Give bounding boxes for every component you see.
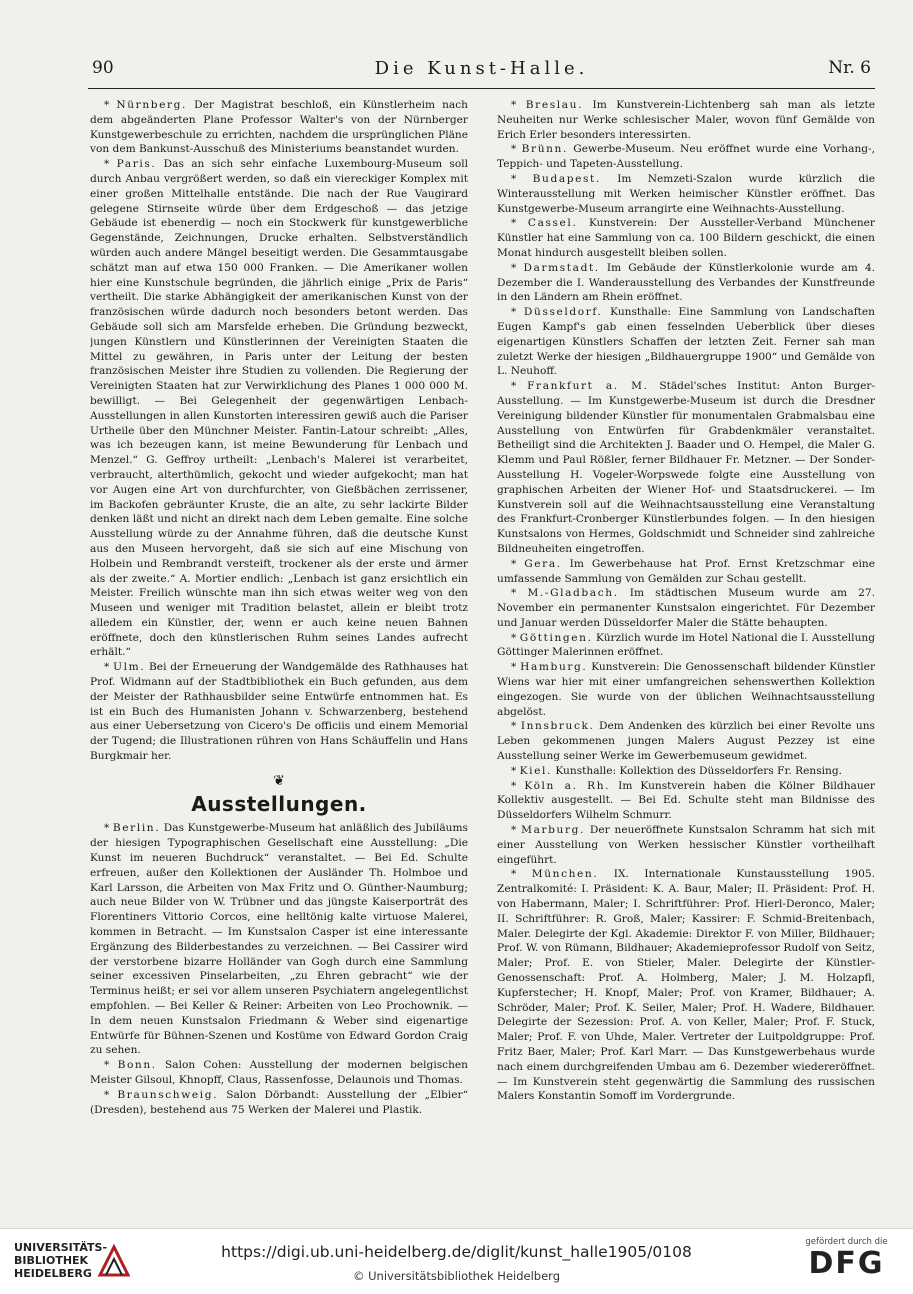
news-paragraph: * Cassel. Kunstverein: Der Aussteller-Verband Münchener Künstler hat eine Sammlung von ca. 100 Bildern geschickt, die einen Monat hindurch ausgestellt bleiben sollen. bbox=[497, 217, 875, 259]
news-paragraph: * Hamburg. Kunstverein: Die Genossenschaft bildender Künstler Wiens war hier mit einer umfangreichen sehenswerthen Kollektion eingezogen. Sie wurde von der üblichen Weihnachtsausstellung abgelöst. bbox=[497, 661, 875, 718]
news-paragraph: * Kiel. Kunsthalle: Kollektion des Düsseldorfers Fr. Rensing. bbox=[511, 764, 843, 777]
news-paragraph: * Düsseldorf. Kunsthalle: Eine Sammlung von Landschaften Eugen Kampf's gab einen fesselnden Ueberblick über dieses eigenartigen Künstlers Schaffen der letzten Zeit. Ferner sah man zuletzt Werke der hiesigen „Bildhauergruppe 1900“ und Gemälde von L. Neuhoff. bbox=[497, 306, 875, 378]
news-section bbox=[90, 98, 468, 764]
paragraph-text: Das Kunstgewerbe-Museum hat anläßlich des Jubiläums der hiesigen Typographischen Gesellschaft eine Ausstellung: „Die Kunst im neueren Buchdruck“ veranstaltet. — Bei Ed. Schulte erfreuen, außer den Kollektionen der Ausländer Th. Holmboe und Karl Larsson, die Arbeiten von Max Fritz und O. Günther-Naumburg; auch neue Bilder von W. Trübner und das jüngste Kaiserporträt des Florentiners Vittorio Corcos, eine helltönig kalte virtuose Malerei, kommen in Betracht. — Im Kunstsalon Casper ist eine interessante Ergänzung des Bilderbestandes zu verzeichnen. — Bei Cassirer wird der verstorbene bizarre Holländer van Gogh durch eine Sammlung seiner excessiven Pinselarbeiten, „zu Ehren gebracht“ wie der Terminus heißt; er sei vor allem unseren Psychiatern angelegentlichst empfohlen. — Bei Keller & Reiner: Arbeiten von Leo Prochownik. — In dem neuen Kunstsalon Friedmann & Weber sind eigenartige Entwürfe für Bühnen-Szenen und Kostüme von Edward Gordon Craig zu sehen. bbox=[90, 822, 468, 1057]
paragraph-text: Bei der Erneuerung der Wandgemälde des Rathhauses hat Prof. Widmann auf der Stadtbibliothek ein Buch gefunden, aus dem der Meister der Rathhausbilder seine Entwürfe entnommen hat. Es ist ein Buch des Humanisten Johann v. Schwarzenberg, bestehend aus einer Uebersetzung von Cicero's De officiis und einem Memorial der Tugend; die Illustrationen rühren von Hans Schäuffelin und Hans Burgkmair her. bbox=[90, 661, 468, 763]
news-paragraph: * Brünn. Gewerbe-Museum. Neu eröffnet wurde eine Vorhang-, Teppich- und Tapeten-Ausstellung. bbox=[497, 143, 875, 171]
section-heading: Ausstellungen. bbox=[191, 791, 367, 816]
paragraph-text: Gewerbe-Museum. Neu eröffnet wurde eine Vorhang-, Teppich- und Tapeten-Ausstellung. bbox=[497, 143, 875, 171]
paragraph-text: Städel'sches Institut: Anton Burger-Ausstellung. — Im Kunstgewerbe-Museum ist durch die Dresdner Vereinigung bildender Künstler für monumentalen Grabmalsbau eine Ausstellung von Entwürfen für Grabdenkmäler veranstaltet. Betheiligt sind die Architekten J. Baader und O. Hempel, die Maler G. Klemm und Paul Rößler, ferner Bildhauer Fr. Metzner. — Der Sonder-Ausstellung H. Vogeler-Worpswede folgte eine Ausstellung von graphischen Arbeiten der Wiener Hof- und Staatsdruckerei. — Im Kunstverein soll auf die Weihnachtsausstellung eine Veranstaltung des Frankfurt-Cronberger Künstlerbundes folgen. — In den hiesigen Kunstsalons von Hermes, Goldschmidt und Schneider sind zahlreiche Bildneuheiten eingetroffen. bbox=[497, 380, 875, 555]
paragraph-text: Kunsthalle: Eine Sammlung von Landschaften Eugen Kampf's gab einen fesselnden Ueberblick über dieses eigenartigen Künstlers Schaffen der letzten Zeit. Ferner sah man zuletzt Werke der hiesigen „Bildhauergruppe 1900“ und Gemälde von L. Neuhoff. bbox=[497, 306, 875, 378]
paragraph-text: Das an sich sehr einfache Luxembourg-Museum soll durch Anbau vergrößert werden, so daß ein viereckiger Komplex mit einer großen Mittelhalle entstände. Die nach der Rue Vaugirard gelegene Stirnseite würde über dem Erdgeschoß — das jetzige Gebäude ist ebenerdig — noch ein Stockwerk für kunstgewerbliche Gegenstände, Zeichnungen, Drucke erhalten. Selbstverständlich würden auch andere Mängel beseitigt werden. Die Gesammtausgabe schätzt man auf etwa 150 000 Franken. — Die Amerikaner wollen hier eine Kunstschule begründen, die jährlich einige „Prix de Paris“ vertheilt. Die starke Abhängigkeit der amerikanischen Kunst von der französischen würde dadurch noch besonders betont werden. Das Gebäude soll sich am Marsfelde erheben. Die Gründung bezweckt, jungen Künstlern und Künstlerinnen der Vereinigten Staaten die Mittel zu gewähren, in Paris unter der Leitung der besten französischen Meister ihre Studien zu vollenden. Die Regierung der Vereinigten Staaten hat zur Verwirklichung des Planes 1 000 000 M. bewilligt. — Bei Gelegenheit der gegenwärtigen Lenbach-Ausstellungen in allen Kunstorten interessiren gewiß auch die Pariser Urtheile über den Münchner Meister. Fantin-Latour schreibt: „Alles, was ich bezeugen kann, ist meine Bewunderung für Lenbach und Menzel.“ G. Geffroy urtheilt: „Lenbach's Malerei ist verarbeitet, verbraucht, alterthümlich, gekocht und wieder aufgekocht; man hat vor Augen eine Art von durchfurchter, von Gießbächen zerrissener, im Backofen gebräunter Kruste, die an alte, zu sehr lackirte Bilder denken läßt und nicht an direkt nach dem Leben gemalte. Eine solche Ausstellung würde zu der Annahme führen, daß die deutsche Kunst aus den Museen hervorgeht, daß sie sich auf eine Mischung von Holbein und Rembrandt versteift, trockener als der erste und ärmer als der zweite.“ A. Mortier endlich: „Lenbach ist ganz ersichtlich ein Meister. Freilich wünschte man ihn sich etwas weiter weg von den Museen und weniger mit Tradition belastet, allein er bleibt trotz alledem ein Künstler, der, wenn er auch keine neuen Bahnen eröffnete, doch den künstlerischen Ruhm seines Landes aufrecht erhält.“ bbox=[90, 158, 468, 659]
paragraph-text: Im städtischen Museum wurde am 27. November ein permanenter Kunstsalon eingerichtet. Für Dezember und Januar werden Düsseldorfer Maler die Stätte behaupten. bbox=[497, 587, 875, 629]
news-paragraph: * Köln a. Rh. Im Kunstverein haben die Kölner Bildhauer Kollektiv ausgestellt. — Bei Ed. Schulte steht man Bildnisse des Düsseldorfers Wilhelm Schmurr. bbox=[497, 779, 875, 822]
place-name: Cassel. bbox=[527, 217, 578, 230]
news-paragraph: * Berlin. Das Kunstgewerbe-Museum hat anläßlich des Jubiläums der hiesigen Typographischen Gesellschaft eine Ausstellung: „Die Kunst im neueren Buchdruck“ veranstaltet. — Bei Ed. Schulte erfreuen, außer den Kollektionen der Ausländer Th. Holmboe und Karl Larsson, die Arbeiten von Max Fritz und O. Günther-Naumburg; auch neue Bilder von W. Trübner und das jüngste Kaiserporträt des Florentiners Vittorio Corcos, eine helltönig kalte virtuose Malerei, kommen in Betracht. — Im Kunstsalon Casper ist eine interessante Ergänzung des Bilderbestandes zu verzeichnen. — Bei Cassirer wird der verstorbene bizarre Holländer van Gogh durch eine Sammlung seiner excessiven Pinselarbeiten, „zu Ehren gebracht“ wie der Terminus heißt; er sei vor allem unseren Psychiatern angelegentlichst empfohlen. — Bei Keller & Reiner: Arbeiten von Leo Prochownik. — In dem neuen Kunstsalon Friedmann & Weber sind eigenartige Entwürfe für Bühnen-Szenen und Kostüme von Edward Gordon Craig zu sehen. bbox=[90, 822, 468, 1057]
news-paragraph: * Paris. Das an sich sehr einfache Luxembourg-Museum soll durch Anbau vergrößert werden, so daß ein viereckiger Komplex mit einer großen Mittelhalle entstände. Die nach der Rue Vaugirard gelegene Stirnseite würde über dem Erdgeschoß — das jetzige Gebäude ist ebenerdig — noch ein Stockwerk für kunstgewerbliche Gegenstände, Zeichnungen, Drucke erhalten. Selbstverständlich würden auch andere Mängel beseitigt werden. Die Gesammtausgabe schätzt man auf etwa 150 000 Franken. — Die Amerikaner wollen hier eine Kunstschule begründen, die jährlich einige „Prix de Paris“ vertheilt. Die starke Abhängigkeit der amerikanischen Kunst von der französischen würde dadurch noch besonders betont werden. Das Gebäude soll sich am Marsfelde erheben. Die Gründung bezweckt, jungen Künstlern und Künstlerinnen der Vereinigten Staaten die Mittel zu gewähren, in Paris unter der Leitung der besten französischen Meister ihre Studien zu vollenden. Die Regierung der Vereinigten Staaten hat zur Verwirklichung des Planes 1 000 000 M. bewilligt. — Bei Gelegenheit der gegenwärtigen Lenbach-Ausstellungen in allen Kunstorten interessiren gewiß auch die Pariser Urtheile über den Münchner Meister. Fantin-Latour schreibt: „Alles, was ich bezeugen kann, ist meine Bewunderung für Lenbach und Menzel.“ G. Geffroy urtheilt: „Lenbach's Malerei ist verarbeitet, verbraucht, alterthümlich, gekocht und wieder aufgekocht; man hat vor Augen eine Art von durchfurchter, von Gießbächen zerrissener, im Backofen gebräunter Kruste, die an alte, zu sehr lackirte Bilder denken läßt und nicht an direkt nach dem Leben gemalte. Eine solche Ausstellung würde zu der Annahme führen, daß die deutsche Kunst aus den Museen hervorgeht, daß sie sich auf eine Mischung von Holbein und Rembrandt versteift, trockener als der erste und ärmer als der zweite.“ A. Mortier endlich: „Lenbach ist ganz ersichtlich ein Meister. Freilich wünschte man ihn sich etwas weiter weg von den Museen und weniger mit Tradition belastet, allein er bleibt trotz alledem ein Künstler, der, wenn er auch keine neuen Bahnen eröffnete, doch den künstlerischen Ruhm seines Landes aufrecht erhält.“ bbox=[90, 158, 468, 659]
news-paragraph: * Budapest. Im Nemzeti-Szalon wurde kürzlich die Winterausstellung mit Werken heimischer Künstler eröffnet. Das Kunstgewerbe-Museum arrangirte eine Weihnachts-Ausstellung. bbox=[497, 172, 875, 215]
paragraph-text: Kunstverein: Der Aussteller-Verband Münchener Künstler hat eine Sammlung von ca. 100 Bildern geschickt, die einen Monat hindurch ausgestellt bleiben sollen. bbox=[497, 217, 875, 259]
news-paragraph: * Braunschweig. Salon Dörbandt: Ausstellung der „Elbier“ (Dresden), bestehend aus 75 Werken der Malerei und Plastik. bbox=[90, 1088, 468, 1116]
place-name: Darmstadt. bbox=[523, 261, 600, 274]
place-name: Marburg. bbox=[521, 824, 585, 837]
news-paragraph: * Nürnberg. Der Magistrat beschloß, ein Künstlerheim nach dem abgeänderten Plane Professor Walter's von der Nürnberger Kunstgewerbeschule zu errichten, nachdem die ursprünglichen Pläne von dem Bankunst-Ausschuß des Ministeriums beanstandet wurden. bbox=[90, 99, 468, 156]
paragraph-text: Kunsthalle: Kollektion des Düsseldorfers Fr. Rensing. bbox=[552, 764, 843, 777]
dfg-logo[interactable] bbox=[794, 1237, 899, 1289]
place-name: Braunschweig. bbox=[117, 1088, 219, 1101]
place-name: Bonn. bbox=[117, 1059, 157, 1072]
place-name: Nürnberg. bbox=[116, 99, 188, 111]
issue-number: Nr. 6 bbox=[828, 58, 871, 78]
paragraph-text: Der neueröffnete Kunstsalon Schramm hat sich mit einer Ausstellung von Werken hessischer Künstler vortheilhaft eingeführt. bbox=[497, 824, 875, 866]
news-paragraph: * Gera. Im Gewerbehause hat Prof. Ernst Kretzschmar eine umfassende Sammlung von Gemälden zur Schau gestellt. bbox=[497, 557, 875, 585]
place-name: Göttingen. bbox=[519, 631, 593, 644]
news-paragraph: * München. IX. Internationale Kunstausstellung 1905. Zentralkomité: I. Präsident: K. A. Baur, Maler; II. Präsident: Prof. H. von Habermann, Maler; I. Schriftführer: Prof. Hierl-Deronco, Maler; II. Schriftführer: R. Groß, Maler; Kassirer: F. Schmid-Breitenbach, Maler. Delegirte der Kgl. Akademie: Direktor F. von Miller, Bildhauer; Prof. W. von Rümann, Bildhauer; Akademieprofessor Rudolf von Seitz, Maler; Prof. E. von Stieler, Maler. Delegirte der Künstler-Genossenschaft: Prof. A. Holmberg, Maler; J. M. Holzapfl, Kupferstecher; H. Knopf, Maler; Prof. von Kramer, Bildhauer; A. Schröder, Maler; Prof. K. Seiler, Maler; Prof. H. Wadere, Bildhauer. Delegirte der Sezession: Prof. A. von Keller, Maler; Prof. F. Stuck, Maler; Prof. F. von Uhde, Maler. Vertreter der Luitpoldgruppe: Prof. Fritz Baer, Maler; Prof. Karl Marr. — Das Kunstgewerbehaus wurde nach einem durchgreifenden Umbau am 6. Dezember wiedereröffnet. — Im Kunstverein steht gegenwärtig die Sammlung des russischen Malers Konstantin Somoff im Vordergrunde. bbox=[497, 868, 875, 1103]
place-name: Düsseldorf. bbox=[523, 306, 603, 319]
place-name: Köln a. Rh. bbox=[524, 779, 611, 792]
paragraph-text: Salon Cohen: Ausstellung der modernen belgischen Meister Gilsoul, Khnopff, Claus, Rassenfosse, Delaunois und Thomas. bbox=[90, 1059, 468, 1086]
place-name: Paris. bbox=[116, 158, 157, 171]
paragraph-text: Kunstverein: Die Genossenschaft bildender Künstler Wiens war hier mit einer umfangreichen sehenswerthen Kollektion eingezogen. Sie wurde von der üblichen Weihnachtsausstellung abgelöst. bbox=[497, 661, 875, 718]
place-name: Breslau. bbox=[525, 99, 584, 111]
place-name: Gera. bbox=[524, 557, 562, 570]
news-paragraph: * Göttingen. Kürzlich wurde im Hotel National die I. Ausstellung Göttinger Malerinnen eröffnet. bbox=[497, 631, 875, 659]
place-name: M.-Gladbach. bbox=[527, 587, 619, 600]
exhibitions-continued bbox=[497, 98, 875, 1104]
page-number: 90 bbox=[92, 58, 114, 78]
journal-title: Die Kunst-Halle. bbox=[374, 58, 589, 79]
news-paragraph: * Marburg. Der neueröffnete Kunstsalon Schramm hat sich mit einer Ausstellung von Werken hessischer Künstler vortheilhaft eingeführt. bbox=[497, 824, 875, 866]
news-paragraph: * M.-Gladbach. Im städtischen Museum wurde am 27. November ein permanenter Kunstsalon eingerichtet. Für Dezember und Januar werden Düsseldorfer Maler die Stätte behaupten. bbox=[497, 587, 875, 629]
place-name: Frankfurt a. M. bbox=[527, 380, 649, 393]
paragraph-text: Im Gebäude der Künstlerkolonie wurde am 4. Dezember die I. Wanderausstellung des Verbandes der Kunstfreunde in den Ländern am Rhein eröffnet. bbox=[497, 261, 875, 304]
page-header bbox=[88, 52, 875, 89]
place-name: Innsbruck. bbox=[520, 720, 595, 733]
paragraph-text: IX. Internationale Kunstausstellung 1905. Zentralkomité: I. Präsident: K. A. Baur, Maler; II. Präsident: Prof. H. von Habermann, Maler; I. Schriftführer: Prof. Hierl-Deronco, Maler; II. Schriftführer: R. Groß, Maler; Kassirer: F. Schmid-Breitenbach, Maler. Delegirte der Kgl. Akademie: Direktor F. von Miller, Bildhauer; Prof. W. von Rümann, Bildhauer; Akademieprofessor Rudolf von Seitz, Maler; Prof. E. von Stieler, Maler. Delegirte der Künstler-Genossenschaft: Prof. A. Holmberg, Maler; J. M. Holzapfl, Kupferstecher; H. Knopf, Maler; Prof. von Kramer, Bildhauer; A. Schröder, Maler; Prof. K. Seiler, Maler; Prof. H. Wadere, Bildhauer. Delegirte der Sezession: Prof. A. von Keller, Maler; Prof. F. Stuck, Maler; Prof. F. von Uhde, Maler. Vertreter der Luitpoldgruppe: Prof. Fritz Baer, Maler; Prof. Karl Marr. — Das Kunstgewerbehaus wurde nach einem durchgreifenden Umbau am 6. Dezember wiedereröffnet. — Im Kunstverein steht gegenwärtig die Sammlung des russischen Malers Konstantin Somoff im Vordergrunde. bbox=[497, 868, 875, 1103]
dfg-caption: gefördert durch die bbox=[805, 1237, 888, 1247]
copyright-notice: © Universitätsbibliothek Heidelberg bbox=[352, 1269, 560, 1283]
footer-bar bbox=[0, 1228, 913, 1294]
right-column bbox=[497, 98, 875, 1208]
place-name: Ulm. bbox=[113, 661, 146, 674]
left-column bbox=[90, 98, 468, 1208]
paragraph-text: Im Kunstverein-Lichtenberg sah man als letzte Neuheiten nur Werke schlesischer Maler, wovon fünf Gemälde von Erich Erler besonders interessirten. bbox=[497, 99, 875, 141]
news-paragraph: * Frankfurt a. M. Städel'sches Institut: Anton Burger-Ausstellung. — Im Kunstgewerbe-Museum ist durch die Dresdner Vereinigung bildender Künstler für monumentalen Grabmalsbau eine Ausstellung von Entwürfen für Grabdenkmäler veranstaltet. Betheiligt sind die Architekten J. Baader und O. Hempel, die Maler G. Klemm und Paul Rößler, ferner Bildhauer Fr. Metzner. — Der Sonder-Ausstellung H. Vogeler-Worpswede folgte eine Ausstellung von graphischen Arbeiten der Wiener Hof- und Staatsdruckerei. — Im Kunstverein soll auf die Weihnachtsausstellung eine Veranstaltung des Frankfurt-Cronberger Künstlerbundes folgen. — In den hiesigen Kunstsalons von Hermes, Goldschmidt und Schneider sind zahlreiche Bildneuheiten eingetroffen. bbox=[497, 380, 875, 555]
news-paragraph: * Bonn. Salon Cohen: Ausstellung der modernen belgischen Meister Gilsoul, Khnopff, Claus, Rassenfosse, Delaunois und Thomas. bbox=[90, 1059, 468, 1086]
place-name: Hamburg. bbox=[520, 661, 588, 674]
paragraph-text: Der Magistrat beschloß, ein Künstlerheim nach dem abgeänderten Plane Professor Walter's von der Nürnberger Kunstgewerbeschule zu errichten, nachdem die ursprünglichen Pläne von dem Bankunst-Ausschuß des Ministeriums beanstandet wurden. bbox=[90, 99, 468, 156]
paragraph-text: Salon Dörbandt: Ausstellung der „Elbier“ (Dresden), bestehend aus 75 Werken der Malerei und Plastik. bbox=[90, 1088, 468, 1116]
permalink-url[interactable]: https://digi.ub.uni-heidelberg.de/diglit/kunst_halle1905/0108 bbox=[221, 1243, 692, 1261]
place-name: München. bbox=[531, 868, 599, 881]
paragraph-text: Im Gewerbehause hat Prof. Ernst Kretzschmar eine umfassende Sammlung von Gemälden zur Schau gestellt. bbox=[497, 557, 875, 585]
news-paragraph: * Breslau. Im Kunstverein-Lichtenberg sah man als letzte Neuheiten nur Werke schlesischer Maler, wovon fünf Gemälde von Erich Erler besonders interessirten. bbox=[497, 99, 875, 141]
paragraph-text: Dem Andenken des kürzlich bei einer Revolte uns Leben gekommenen jungen Malers August Pezzey ist eine Ausstellung seiner Werke im Gewerbemuseum gewidmet. bbox=[497, 720, 875, 763]
logo-text: UNIVERSITÄTS- BIBLIOTHEK HEIDELBERG bbox=[14, 1241, 108, 1280]
exhibitions-section bbox=[90, 821, 468, 1117]
paragraph-text: Im Kunstverein haben die Kölner Bildhauer Kollektiv ausgestellt. — Bei Ed. Schulte steht man Bildnisse des Düsseldorfers Wilhelm Schmurr. bbox=[497, 779, 875, 822]
paragraph-text: Kürzlich wurde im Hotel National die I. Ausstellung Göttinger Malerinnen eröffnet. bbox=[497, 631, 875, 659]
ornament-divider: ❦ bbox=[273, 772, 285, 789]
news-paragraph: * Innsbruck. Dem Andenken des kürzlich bei einer Revolte uns Leben gekommenen jungen Malers August Pezzey ist eine Ausstellung seiner Werke im Gewerbemuseum gewidmet. bbox=[497, 720, 875, 763]
place-name: Brünn. bbox=[521, 143, 568, 156]
news-paragraph: * Darmstadt. Im Gebäude der Künstlerkolonie wurde am 4. Dezember die I. Wanderausstellung des Verbandes der Kunstfreunde in den Ländern am Rhein eröffnet. bbox=[497, 261, 875, 304]
paragraph-text: Im Nemzeti-Szalon wurde kürzlich die Winterausstellung mit Werken heimischer Künstler eröffnet. Das Kunstgewerbe-Museum arrangirte eine Weihnachts-Ausstellung. bbox=[497, 172, 875, 215]
place-name: Berlin. bbox=[112, 822, 161, 835]
place-name: Kiel. bbox=[519, 764, 552, 777]
news-paragraph: * Ulm. Bei der Erneuerung der Wandgemälde des Rathhauses hat Prof. Widmann auf der Stadtbibliothek ein Buch gefunden, aus dem der Meister der Rathhausbilder seine Entwürfe entnommen hat. Es ist ein Buch des Humanisten Johann v. Schwarzenberg, bestehend aus einer Uebersetzung von Cicero's De officiis und einem Memorial der Tugend; die Illustrationen rühren von Hans Schäuffelin und Hans Burgkmair her. bbox=[90, 661, 468, 763]
dfg-wordmark: DFG bbox=[808, 1246, 885, 1281]
place-name: Budapest. bbox=[532, 172, 601, 185]
